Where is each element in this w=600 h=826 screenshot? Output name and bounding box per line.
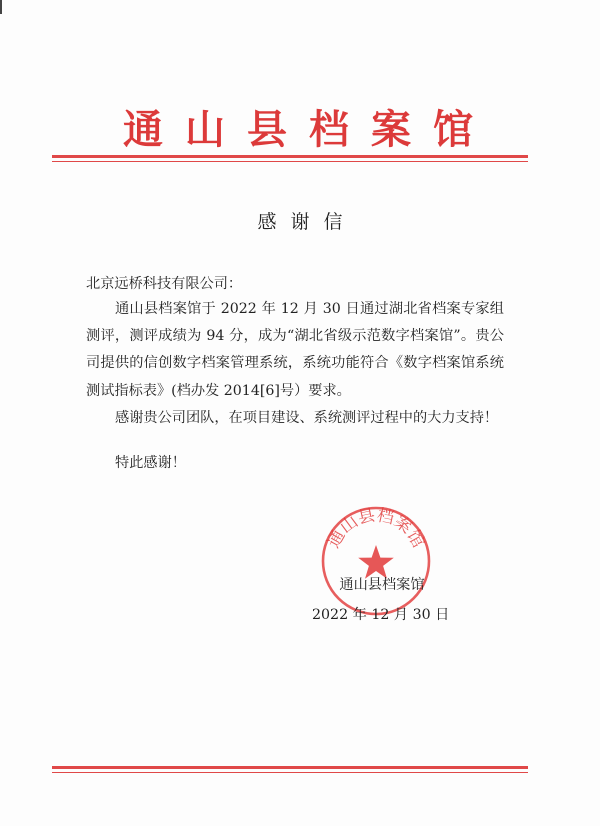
scan-corner-mark <box>0 0 2 14</box>
footer-rule-thick <box>52 766 528 769</box>
svg-text:通山县档案馆 <box>324 505 428 551</box>
letter-body <box>86 296 504 432</box>
salutation: 北京远桥科技有限公司： <box>86 276 243 292</box>
closing-line: 特此感谢！ <box>115 455 186 471</box>
body-paragraph-1: 通山县档案馆于 2022 年 12 月 30 日通过湖北省档案专家组测评，测评成绩为 94 分，成为“湖北省级示范数字档案馆”。贵公司提供的信创数字档案管理系统，系统功能符合《数字档案馆系统测试指标表》(档办发 2014[6]号）要求。 <box>86 301 504 399</box>
body-paragraph-2: 感谢贵公司团队，在项目建设、系统测评过程中的大力支持！ <box>115 409 499 426</box>
signature-date: 2022 年 12 月 30 日 <box>312 607 450 623</box>
letter-title: 感谢信 <box>257 211 357 233</box>
letterhead-title: 通山县档案馆 <box>123 107 495 153</box>
official-seal-icon <box>320 505 432 617</box>
letterhead-rule-thin <box>52 161 528 162</box>
footer-rule-thin <box>52 772 528 773</box>
letterhead-rule-thick <box>52 155 528 158</box>
signer-name: 通山县档案馆 <box>339 577 425 593</box>
seal-text: 通山县档案馆 <box>323 505 429 552</box>
